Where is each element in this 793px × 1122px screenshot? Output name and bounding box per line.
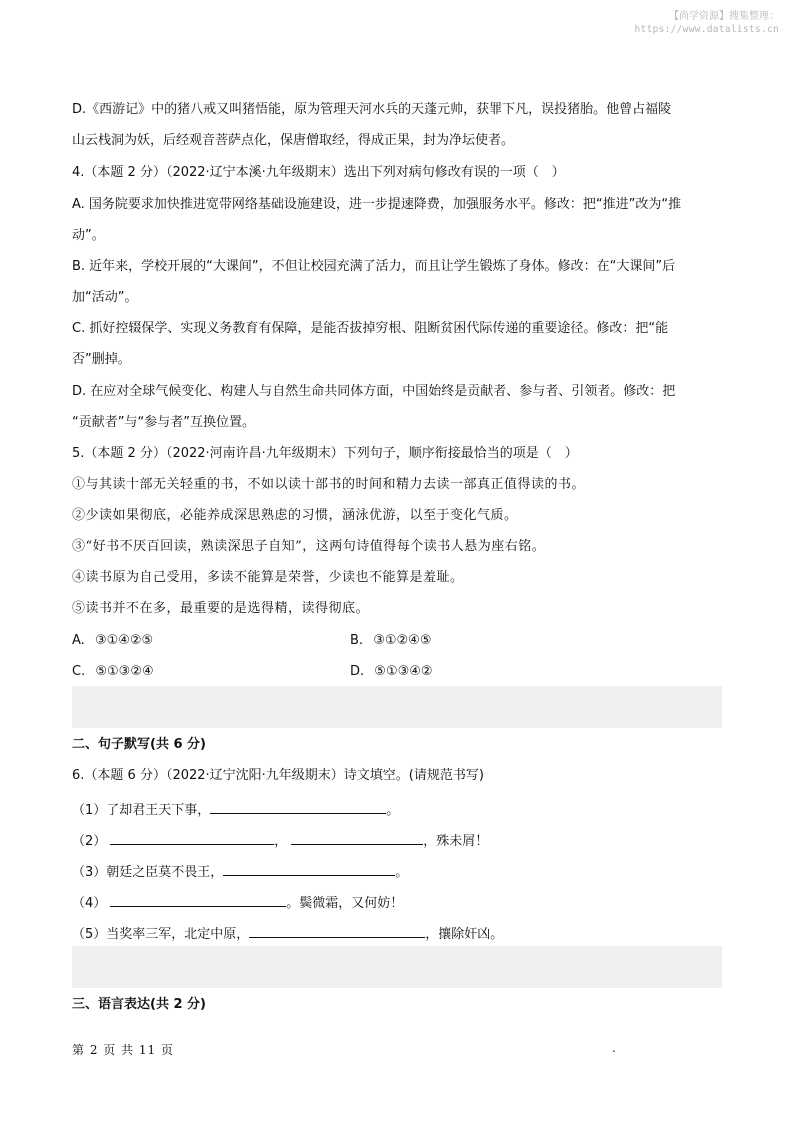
- q6-blank-1[interactable]: [210, 799, 386, 814]
- q6-item-4: [72, 892, 403, 913]
- q6-item-2-end: ，殊未屑！: [423, 834, 489, 849]
- answer-area-1[interactable]: [72, 686, 722, 728]
- q6-item-1-end: 。: [386, 803, 400, 818]
- watermark-url: https://www.datalists.cn: [634, 24, 779, 35]
- q6-item-3: [72, 861, 408, 882]
- q6-blank-5[interactable]: [249, 923, 425, 938]
- q5-option-c[interactable]: [72, 663, 154, 681]
- q3-option-d-line2: 山云栈洞为妖，后经观音菩萨点化，保唐僧取经，得成正果，封为净坛使者。: [72, 133, 515, 148]
- q4-option-c-line2: 否”删掉。: [72, 352, 131, 367]
- q5-option-d[interactable]: [350, 663, 433, 681]
- q5-sentence-4: ④读书原为自己受用，多读不能算是荣誉，少读也不能算是羞耻。: [72, 570, 464, 585]
- q5-sentence-5: ⑤读书并不在多，最重要的是选得精，读得彻底。: [72, 601, 370, 616]
- q6-stem: 6.（本题 6 分）（2022·辽宁沈阳·九年级期末）诗文填空。(请规范书写): [72, 768, 484, 783]
- q5-option-d-text: ⑤①③④②: [374, 664, 433, 679]
- q6-item-5: [72, 923, 503, 944]
- section-3-heading: 三、语言表达(共 2 分): [72, 997, 206, 1012]
- q6-item-3-end: 。: [395, 865, 409, 880]
- q4-option-d-line2: “贡献者”与“参与者”互换位置。: [72, 415, 255, 430]
- q6-blank-3[interactable]: [223, 861, 395, 876]
- q5-option-c-label: C.: [72, 664, 86, 679]
- q6-item-1: [72, 799, 399, 820]
- q6-item-4-end: 。鬓微霜，又何妨！: [286, 896, 404, 911]
- q6-item-5-prompt: 当奖率三军，北定中原，: [106, 927, 250, 942]
- q6-item-2-mid: ，: [274, 834, 288, 849]
- q4-option-b-line2: 加“活动”。: [72, 290, 138, 305]
- footer-dot: .: [612, 1041, 617, 1055]
- q6-item-5-num: （5）: [72, 927, 107, 942]
- q6-item-2-num: （2）: [72, 834, 107, 849]
- watermark: [635, 10, 779, 36]
- q4-option-c-line1: C. 抓好控辍保学、实现义务教育有保障，是能否拔掉穷根、阻断贫困代际传递的重要途径。修改：把“能: [72, 321, 669, 336]
- q4-option-a-line2: 动”。: [72, 228, 105, 243]
- section-2-heading: 二、句子默写(共 6 分): [72, 737, 206, 752]
- q6-blank-4[interactable]: [110, 892, 286, 907]
- q4-option-b-line1: B. 近年来，学校开展的“大课间”，不但让校园充满了活力，而且让学生锻炼了身体。修改：在“大课间”后: [72, 259, 676, 274]
- q6-item-1-num: （1）: [72, 803, 107, 818]
- q4-option-a-line1: A. 国务院要求加快推进宽带网络基础设施建设，进一步提速降费，加强服务水平。修改：把“推进”改为“推: [72, 197, 682, 212]
- q6-item-2: [72, 830, 488, 851]
- watermark-title: 【尚学资源】搜集整理：: [669, 11, 779, 22]
- q4-option-d-line1: D. 在应对全球气候变化、构建人与自然生命共同体方面，中国始终是贡献者、参与者、引领者。修改：把: [72, 384, 676, 399]
- q5-option-b[interactable]: [350, 632, 431, 650]
- answer-area-2[interactable]: [72, 946, 722, 988]
- page-number: 第 2 页 共 11 页: [72, 1043, 174, 1057]
- q5-sentence-1: ①与其读十部无关轻重的书，不如以读十部书的时间和精力去读一部真正值得读的书。: [72, 477, 586, 492]
- q6-item-3-num: （3）: [72, 865, 107, 880]
- q6-item-4-num: （4）: [72, 896, 107, 911]
- q5-option-b-text: ③①②④⑤: [373, 633, 432, 648]
- q4-stem: 4.（本题 2 分）（2022·辽宁本溪·九年级期末）选出下列对病句修改有误的一项（ ）: [72, 165, 565, 180]
- q5-option-a-label: A.: [72, 633, 85, 648]
- q3-option-d-line1: D.《西游记》中的猪八戒又叫猪悟能，原为管理天河水兵的天蓬元帅，获罪下凡，误投猪胎。他曾占福陵: [72, 102, 672, 117]
- q5-option-a-text: ③①④②⑤: [94, 633, 154, 648]
- q5-stem: 5.（本题 2 分）（2022·河南许昌·九年级期末）下列句子，顺序衔接最恰当的项是（ ）: [72, 446, 578, 461]
- q6-item-1-prompt: 了却君王天下事，: [106, 803, 211, 818]
- q5-sentence-3: ③“好书不厌百回读，熟读深思子自知”，这两句诗值得每个读书人悬为座右铭。: [72, 539, 546, 554]
- q5-sentence-2: ②少读如果彻底，必能养成深思熟虑的习惯，涵泳优游，以至于变化气质。: [72, 508, 518, 523]
- q5-option-d-label: D.: [350, 664, 365, 679]
- q5-option-c-text: ⑤①③②④: [95, 664, 154, 679]
- q6-item-3-prompt: 朝廷之臣莫不畏王，: [106, 865, 224, 880]
- q6-item-5-end: ，攘除奸凶。: [425, 927, 504, 942]
- q6-blank-2a[interactable]: [110, 830, 274, 845]
- q5-option-b-label: B.: [350, 633, 364, 648]
- q5-option-a[interactable]: [72, 632, 153, 650]
- q6-blank-2b[interactable]: [291, 830, 423, 845]
